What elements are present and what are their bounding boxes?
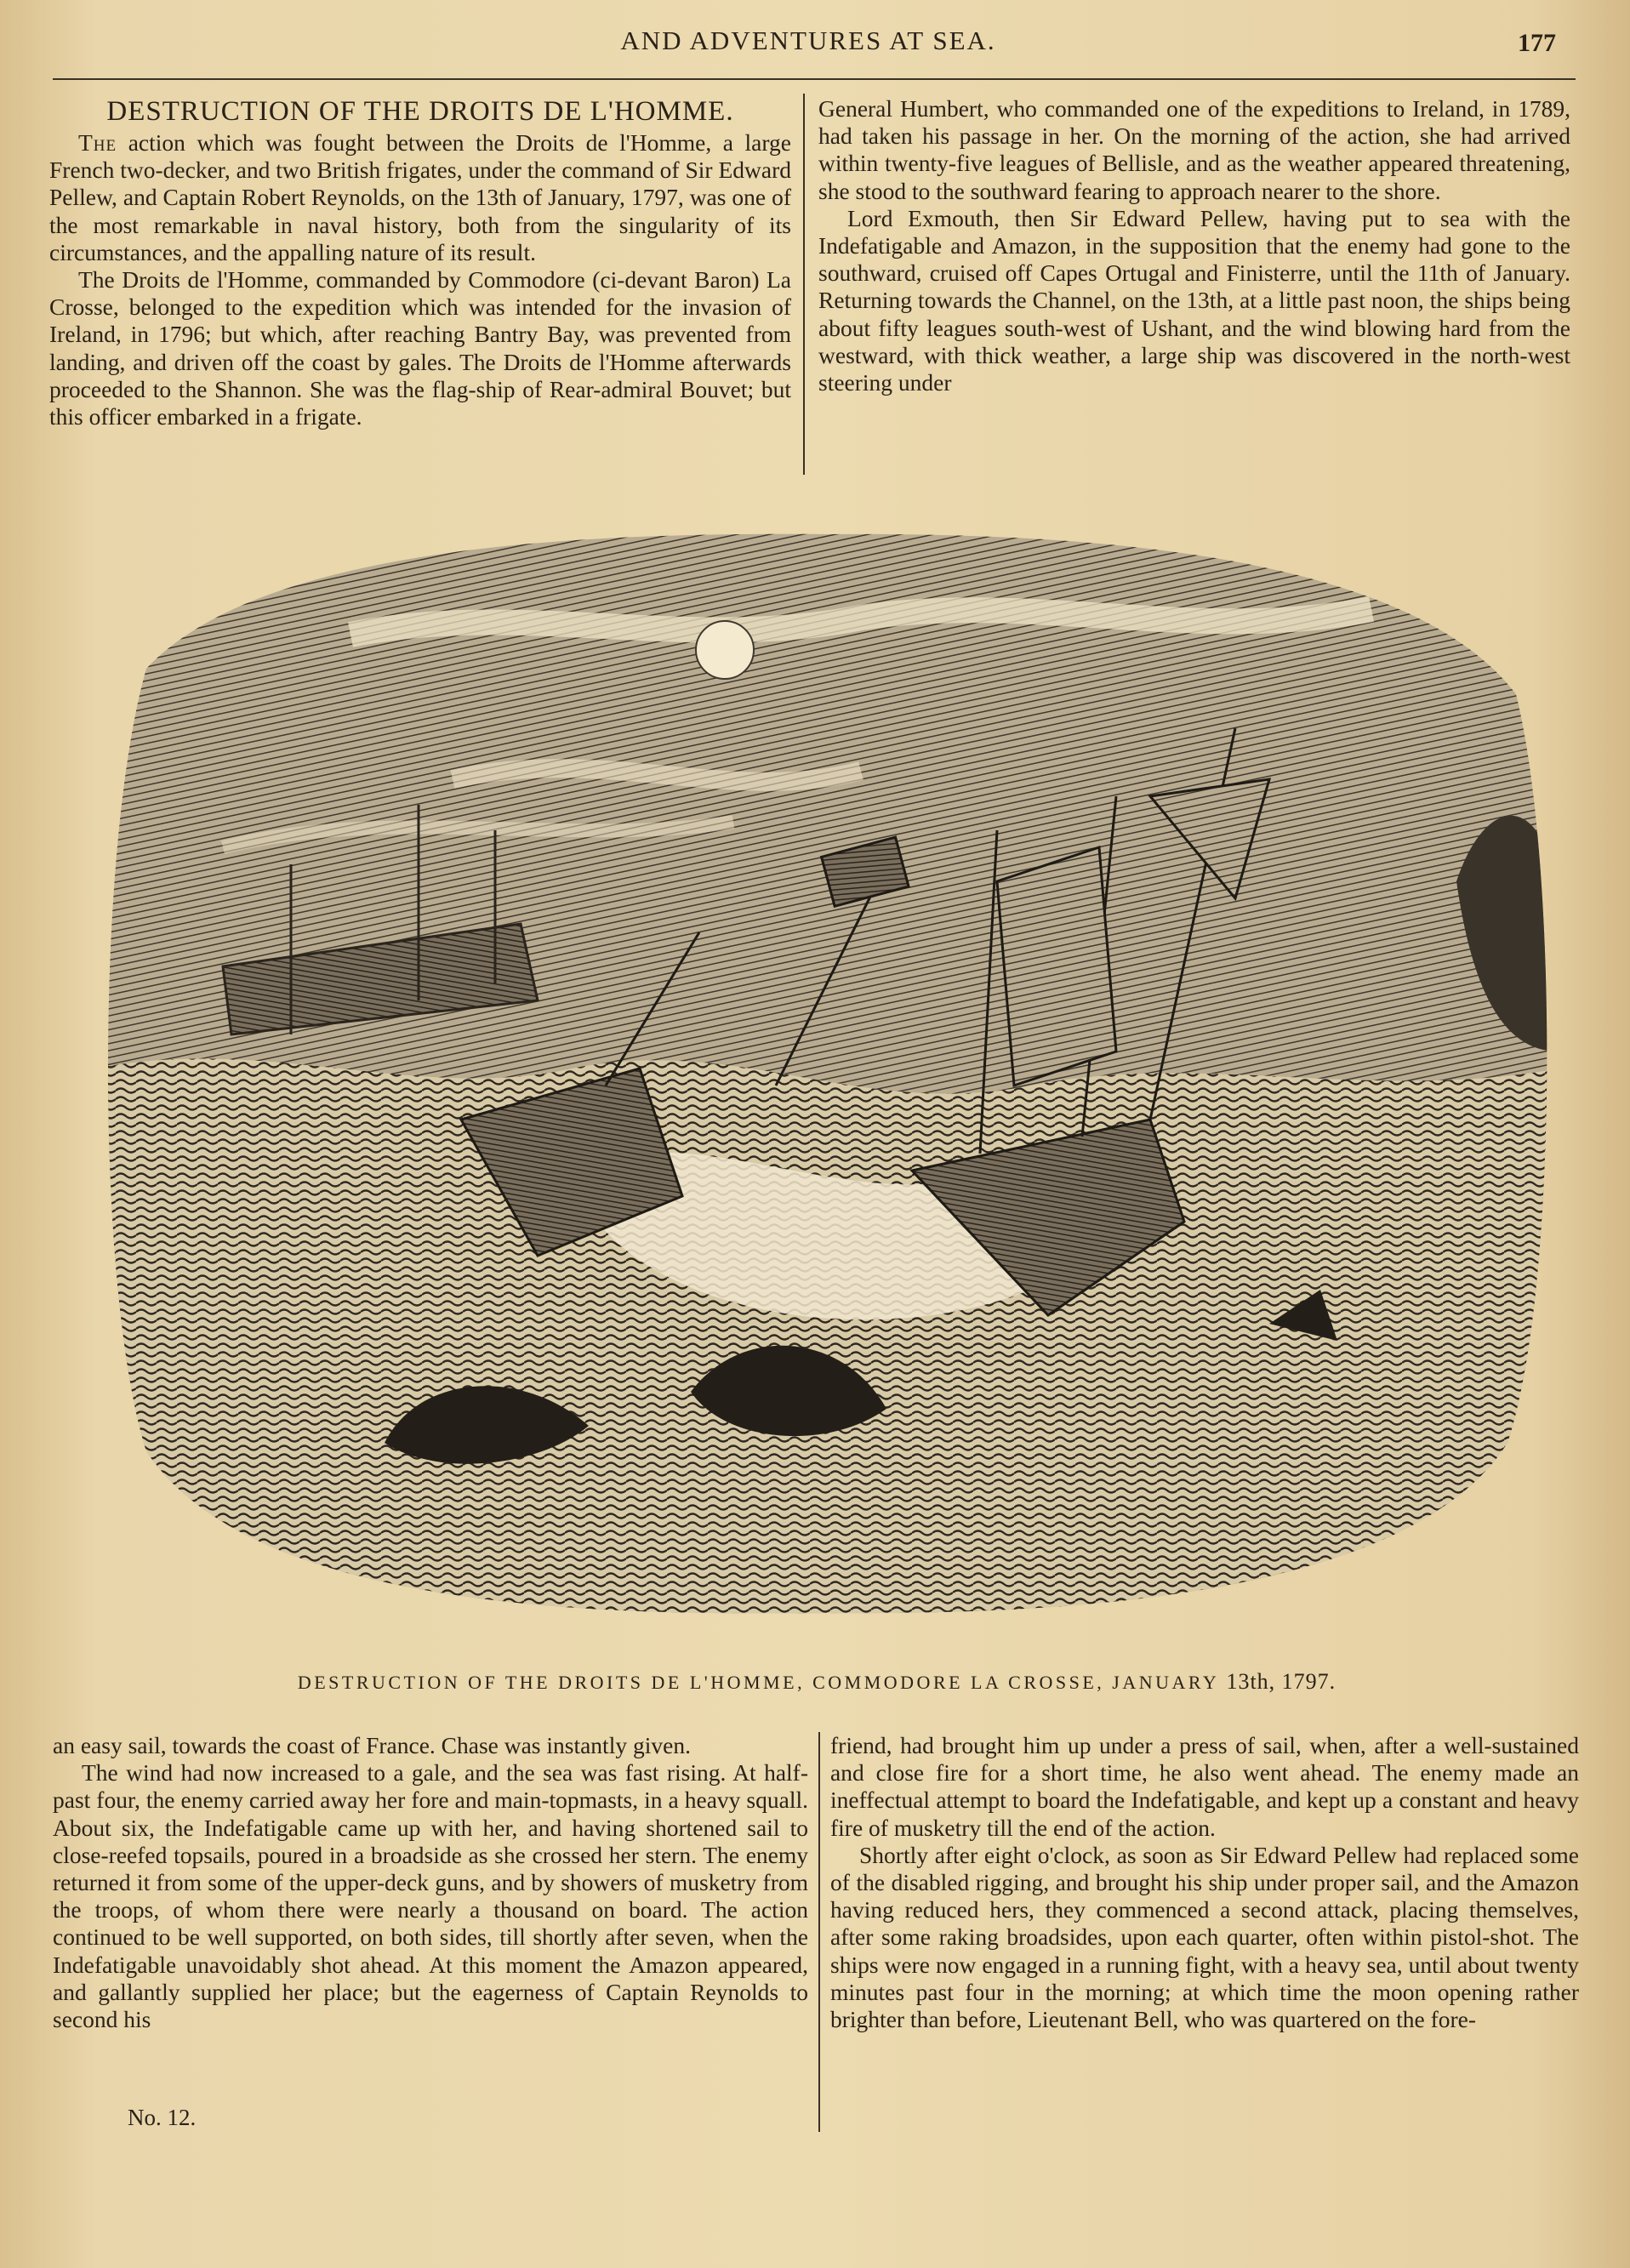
paragraph: The wind had now increased to a gale, and the sea was fast rising. At half-past four, the enemy carried away her fore and main-topmasts, in a heavy squall. About six, the Indefatigable came up with her, and having shortened sail to close-reefed topsails, poured in a broadside as she crossed her stern. The enemy returned it from some of the upper-deck guns, and by showers of musketry from the troops, of whom there were nearly a thousand on board. The action continued to be well supported, on both sides, till shortly after seven, when the Indefatigable unavoidably shot ahead. At this moment the Amazon appeared, and gallantly supplied her place; but the eagerness of Captain Reynolds to second his [53,1759,808,2033]
paragraph: General Humbert, who commanded one of the expeditions to Ireland, in 1789, had taken his passage in her. On the morning of the action, she had arrived within twenty-five leagues of Bellisle, and as the weather appeared threatening, she stood to the southward fearing to approach nearer to the shore. [818,95,1570,204]
page-number: 177 [1518,29,1556,57]
column-bottom-right [830,1732,1579,2033]
signature-mark: No. 12. [128,2105,197,2130]
lead-word: The [78,129,117,156]
column-divider [803,94,805,475]
header-rule [53,78,1576,80]
paragraph: Lord Exmouth, then Sir Edward Pellew, having put to sea with the Indefatigable and Amazon, in the supposition that the enemy had gone to the southward, cruised off Capes Ortugal and Finisterre, until the 11th of January. Returning towards the Channel, on the 13th, at a little past noon, the ships being about fifty leagues south-west of Ushant, and the wind blowing hard from the westward, with thick weather, a large ship was discovered in the north-west steering under [818,204,1570,396]
shipwreck-engraving [95,524,1559,1623]
paragraph: an easy sail, towards the coast of France. Chase was instantly given. [53,1732,691,1758]
paragraph: The action which was fought between the Droits de l'Homme, a large French two-decker, and two British frigates, under the command of Sir Edward Pellew, and Captain Robert Reynolds, on the 13th of January, 1797, was one of the most remarkable in naval history, both from the singularity of its circumstances, and the appalling nature of its result. [49,129,791,265]
column-top-right [818,95,1570,396]
running-head: AND ADVENTURES AT SEA. [620,26,996,55]
paragraph: friend, had brought him up under a press of sail, when, after a well-sustained and close fire for a short time, he also went ahead. The enemy made an ineffectual attempt to board the Indefatigable, and kept up a constant and heavy fire of musketry till the end of the action. [830,1732,1579,1841]
column-divider [818,1732,820,2132]
paragraph: Shortly after eight o'clock, as soon as Sir Edward Pellew had replaced some of the disabled rigging, and brought his ship under proper sail, and the Amazon having reduced hers, they commenced a second attack, placing themselves, after some raking broadsides, upon each quarter, often within pistol-shot. The ships were now engaged in a running fight, with a heavy sea, until about twenty minutes past four in the morning; at which time the moon opening rather brighter than before, Lieutenant Bell, who was quartered on the fore- [830,1841,1579,2033]
paragraph: The Droits de l'Homme, commanded by Commodore (ci-devant Baron) La Crosse, belonged to the expedition which was intended for the invasion of Ireland, in 1796; but which, after reaching Bantry Bay, was prevented from landing, and driven off the coast by gales. The Droits de l'Homme afterwards proceeded to the Shannon. She was the flag-ship of Rear-admiral Bouvet; but this officer embarked in a frigate. [49,266,791,430]
column-top-left [49,95,791,430]
illustration-caption: DESTRUCTION OF THE DROITS DE L'HOMME, COMMODORE LA CROSSE, JANUARY 13th, 1797. [297,1669,1336,1694]
article-title: DESTRUCTION OF THE DROITS DE L'HOMME. [106,96,734,127]
column-bottom-left [53,1732,808,2033]
